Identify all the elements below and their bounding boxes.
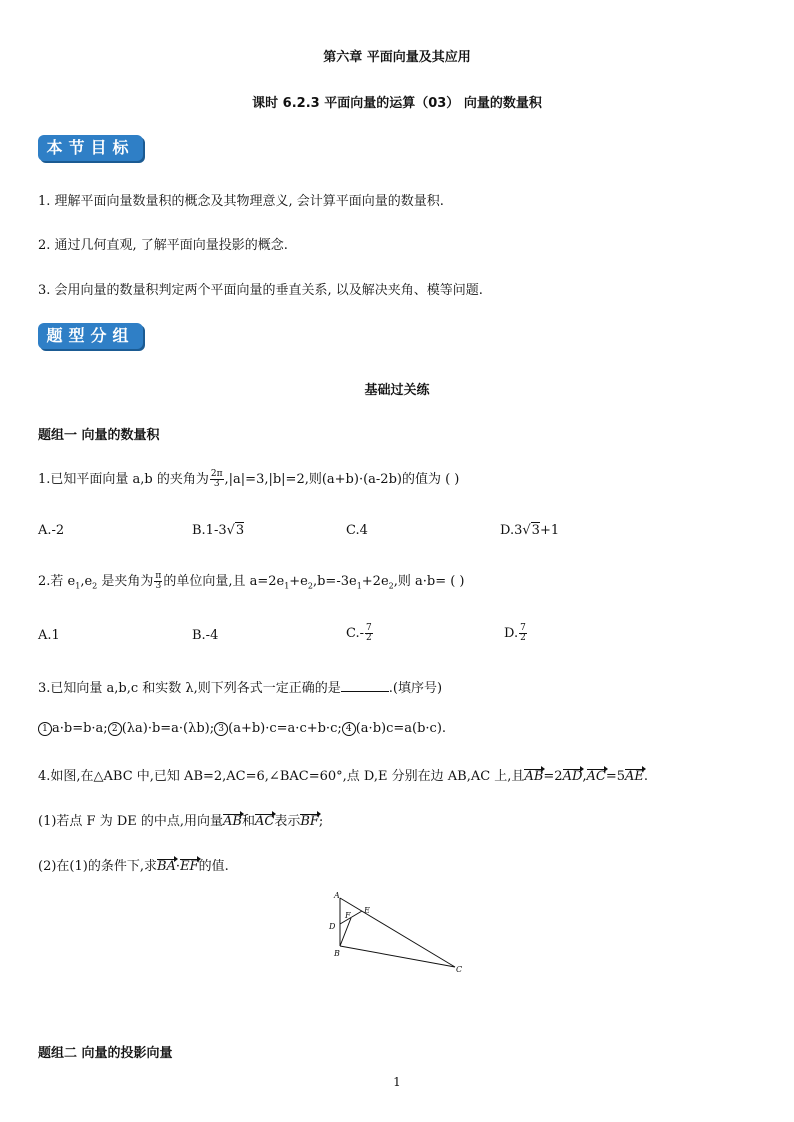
question-1 — [38, 468, 459, 489]
q2-option-c-label: C.- — [346, 626, 365, 641]
q4-comma: , — [582, 769, 587, 784]
answer-blank[interactable] — [341, 691, 389, 692]
practice-subtitle: 基础过关练 — [364, 383, 430, 398]
q2-optd-num: 7 — [520, 623, 526, 633]
q2-option-d-fraction — [519, 624, 527, 643]
q2-sub: 2 — [388, 581, 394, 591]
circled-number: 1 — [38, 722, 52, 736]
label-B: B — [334, 949, 340, 958]
q3-expr-4: (a·b)c=a(b·c). — [355, 721, 447, 736]
segment-DE — [340, 911, 362, 924]
label-A: A — [334, 891, 340, 900]
page-number: 1 — [393, 1075, 401, 1089]
q2-sub: 2 — [307, 581, 313, 591]
q2-angle-fraction — [154, 572, 162, 591]
circled-number: 3 — [214, 722, 228, 736]
q2-sub: 2 — [92, 581, 98, 591]
triangle-figure — [322, 888, 472, 980]
q3-expr-3: (a+b)·c=a·c+b·c; — [228, 721, 342, 736]
q4-p1-mid: 表示 — [274, 814, 301, 829]
q4-stem: 4.如图,在△ABC 中,已知 AB=2,AC=6,∠BAC=60°,点 D,E 分别在边 AB,AC 上,且 — [38, 769, 525, 784]
q1-prefix: 1.已知平面向量 a,b 的夹角为 — [38, 472, 209, 487]
q3-stem: 3.已知向量 a,b,c 和实数 λ,则下列各式一定正确的是 — [38, 681, 341, 696]
q1-option-a: A.-2 — [38, 523, 65, 538]
goal-item-2: 2. 通过几何直观, 了解平面向量投影的概念. — [38, 238, 288, 253]
q1-option-b: B.1-3√3 — [192, 523, 245, 538]
q2-text-1: 2.若 e — [38, 574, 76, 589]
q2-sub: 1 — [284, 581, 290, 591]
q2-text-8: ,则 a·b= ( ) — [393, 574, 465, 589]
q1-option-c: C.4 — [346, 523, 368, 538]
q2-optc-den: 2 — [366, 633, 372, 643]
q1-option-d-tail: +1 — [539, 523, 560, 538]
q3-expressions — [38, 721, 446, 736]
q2-optd-den: 2 — [520, 633, 526, 643]
q1-option-d-root: 3 — [531, 523, 540, 538]
q2-text-7: +2e — [361, 574, 389, 589]
group1-title: 题组一 向量的数量积 — [38, 428, 160, 443]
q2-frac-num: π — [155, 571, 162, 581]
vector-AC: AC — [254, 814, 275, 829]
q2-option-c-fraction — [365, 624, 373, 643]
q4-p2-end: 的值. — [198, 859, 229, 874]
q4-p1-and: 和 — [241, 814, 255, 829]
q3-expr-1: a·b=b·a; — [52, 721, 108, 736]
q2-text-6: ,b=-3e — [312, 574, 357, 589]
label-E: E — [364, 906, 370, 915]
group2-title: 题组二 向量的投影向量 — [38, 1046, 173, 1061]
q4-p2-text: (2)在(1)的条件下,求 — [38, 859, 157, 874]
q2-option-b: B.-4 — [192, 628, 219, 643]
question-2 — [38, 570, 465, 591]
q2-sub: 1 — [356, 581, 362, 591]
q4-p2-dot: · — [175, 859, 181, 874]
q4-dot: . — [643, 769, 649, 784]
q1-frac-den: 3 — [213, 479, 220, 489]
q1-angle-fraction — [210, 470, 224, 489]
lesson-title: 课时 6.2.3 平面向量的运算（03） 向量的数量积 — [252, 96, 542, 111]
vector-EF: EF — [180, 859, 199, 874]
q4-p1-text: (1)若点 F 为 DE 的中点,用向量 — [38, 814, 224, 829]
goal-item-1: 1. 理解平面向量数量积的概念及其物理意义, 会计算平面向量的数量积. — [38, 194, 444, 209]
vector-AB: AB — [223, 814, 242, 829]
q2-option-d-label: D. — [504, 626, 519, 641]
label-C: C — [456, 965, 463, 974]
goal-item-3: 3. 会用向量的数量积判定两个平面向量的垂直关系, 以及解决夹角、模等问题. — [38, 283, 483, 298]
q4-part-2 — [38, 855, 229, 874]
label-F: F — [345, 911, 351, 920]
chapter-title: 第六章 平面向量及其应用 — [323, 50, 471, 65]
vector-AD: AD — [562, 769, 583, 784]
vector-AE: AE — [625, 769, 644, 784]
question-3 — [38, 677, 442, 696]
circled-number: 2 — [108, 722, 122, 736]
q3-expr-2: (λa)·b=a·(λb); — [121, 721, 215, 736]
q2-text-5: +e — [289, 574, 308, 589]
question-4 — [38, 765, 648, 784]
q1-suffix: ,|a|=3,|b|=2,则(a+b)·(a-2b)的值为 ( ) — [224, 472, 460, 487]
q1-frac-num: 2π — [210, 469, 223, 479]
label-D: D — [329, 922, 336, 931]
circled-number: 4 — [342, 722, 356, 736]
q2-sub: 1 — [75, 581, 81, 591]
q4-eq1: =2 — [543, 769, 563, 784]
q4-p1-end: ; — [318, 814, 324, 829]
q2-optc-num: 7 — [366, 623, 372, 633]
q2-option-c — [346, 624, 374, 643]
q2-option-a: A.1 — [38, 628, 60, 643]
q2-text-4: 的单位向量,且 a=2e — [163, 574, 285, 589]
q1-option-d: D.3√3+1 — [500, 523, 560, 538]
vector-AB: AB — [524, 769, 544, 784]
q1-option-b-label: B.1-3 — [192, 523, 227, 538]
q1-option-d-label: D.3 — [500, 523, 523, 538]
groups-badge: 题型分组 — [38, 323, 143, 349]
q2-text-3: 是夹角为 — [97, 574, 154, 589]
q2-text-2: ,e — [80, 574, 93, 589]
vector-AC: AC — [586, 769, 606, 784]
goals-badge: 本节目标 — [38, 135, 143, 161]
q2-frac-den: 3 — [155, 581, 162, 591]
q3-tail: .(填序号) — [388, 681, 443, 696]
q4-part-1 — [38, 810, 323, 829]
segment-BF — [340, 918, 351, 946]
vector-BF: BF — [300, 814, 319, 829]
q2-option-d — [504, 624, 528, 643]
vector-BA: BA — [156, 859, 176, 874]
q4-eq2: =5 — [605, 769, 626, 784]
q1-option-b-root: 3 — [235, 523, 245, 538]
